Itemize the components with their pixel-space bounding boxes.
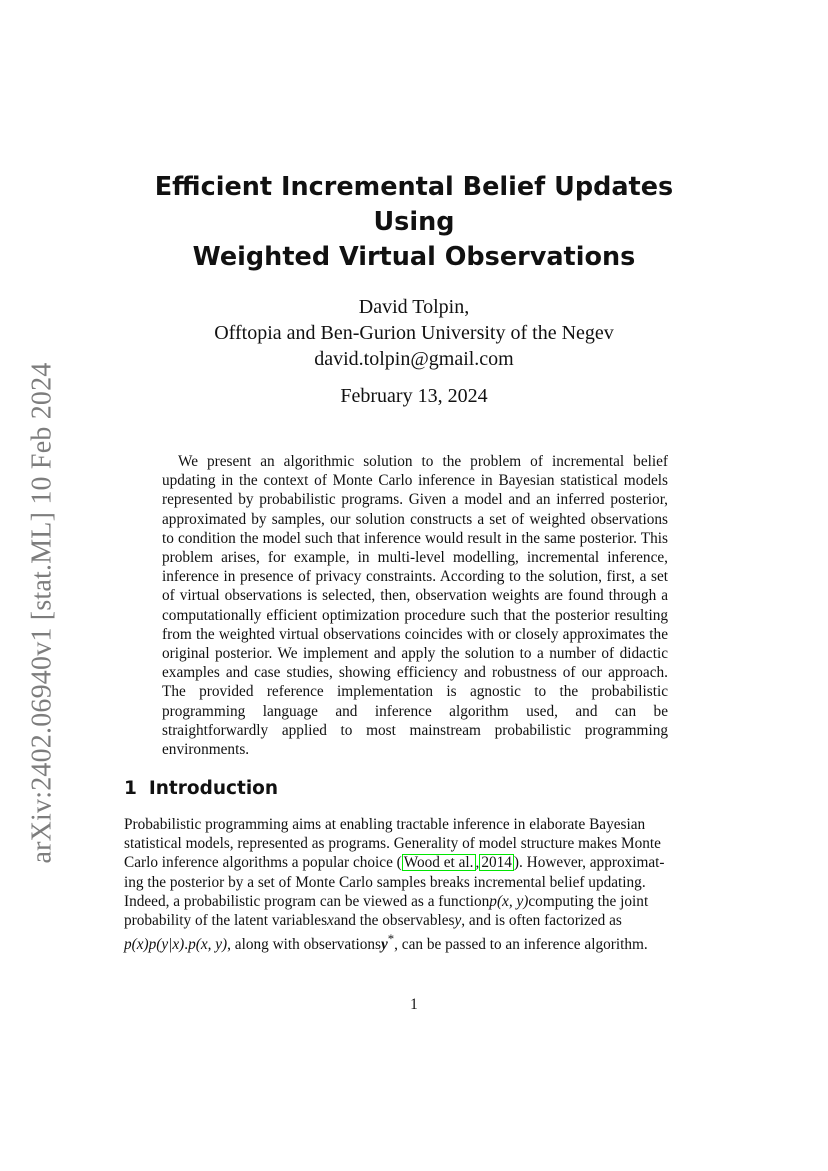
title-line-2: Using: [373, 207, 455, 237]
citation-link-author[interactable]: Wood et al.: [403, 854, 474, 872]
abstract: [162, 452, 668, 759]
math-factorization: p(x)p(y|x): [124, 936, 185, 954]
intro-line-1: [124, 815, 704, 834]
intro-text: ). However, approximat-: [513, 854, 665, 872]
intro-text: .: [184, 936, 189, 954]
intro-line-6: [124, 911, 704, 930]
intro-text: computing the joint: [528, 892, 649, 910]
section-title: Introduction: [148, 778, 279, 799]
intro-text: and the observables: [333, 912, 455, 930]
intro-line-7: [124, 930, 704, 954]
intro-line-4: [124, 873, 704, 892]
intro-text: Indeed, a probabilistic program can be viewed as a function: [124, 892, 490, 910]
intro-text: , along with observations: [227, 936, 381, 954]
intro-line-2: [124, 834, 704, 853]
author-name: David Tolpin,: [358, 296, 470, 318]
intro-text: probability of the latent variables: [124, 912, 328, 930]
author-affiliation: Offtopia and Ben-Gurion University of the Negev: [214, 322, 614, 344]
abstract-text: We present an algorithmic solution to the problem of incremental belief updating in the context of Monte Carlo inference in Bayesian statistical models represented by probabilistic programs. Given a model and an inferred posterior, approximated by samples, our solution constructs a set of weighted observations to condition the model such that inference would result in the same posterior. This problem arises, for example, in multi-level modelling, incremental inference, inference in presence of privacy constraints. According to the solution, first, a set of virtual observations is selected, then, observation weights are found through a computationally efficient optimization procedure such that the posterior resulting from the weighted virtual observations coincides with or closely approximates the original posterior. We implement and apply the solution to a number of didactic examples and case studies, showing efficiency and robustness of our approach. The provided reference implementation is agnostic to the probabilistic programming language and inference algorithm used, and can be straightforwardly applied to most mainstream probabilistic programming environments.: [162, 453, 668, 759]
math-joint-probability: p(x, y): [188, 936, 228, 954]
introduction-paragraph: [124, 815, 704, 955]
arxiv-identifier-text: arXiv:2402.06940v1 [stat.ML] 10 Feb 2024: [27, 361, 58, 864]
math-latent-variable: x: [327, 912, 334, 930]
section-heading-introduction: [124, 777, 704, 801]
math-observable-variable: y: [454, 912, 462, 930]
intro-text: ,: [475, 854, 480, 872]
publication-date: February 13, 2024: [340, 385, 488, 407]
intro-line-5: [124, 892, 704, 911]
author-email: david.tolpin@gmail.com: [314, 348, 514, 370]
math-observations: y: [380, 936, 388, 954]
page-number: 1: [410, 996, 418, 1013]
math-joint-probability: p(x, y): [489, 892, 529, 910]
intro-text: Probabilistic programming aims at enabling tractable inference in elaborate Bayesian: [124, 816, 646, 833]
math-observations-superscript: *: [387, 932, 395, 947]
intro-line-3: [124, 853, 704, 872]
title-line-3: Weighted Virtual Observations: [192, 242, 636, 272]
intro-text: , can be passed to an inference algorithm.: [394, 936, 648, 954]
paper-title: [120, 170, 708, 275]
intro-text: Carlo inference algorithms a popular choice (: [124, 854, 402, 872]
author-block: [120, 294, 708, 372]
title-line-1: Efficient Incremental Belief Updates: [154, 172, 674, 202]
intro-text: , and is often factorized as: [461, 912, 622, 930]
section-number: 1: [124, 778, 137, 799]
arxiv-identifier-stamp: [18, 360, 68, 865]
citation-link-year[interactable]: 2014: [481, 854, 512, 872]
intro-text: ing the posterior by a set of Monte Carlo samples breaks incremental belief updating.: [124, 873, 646, 891]
intro-text: statistical models, represented as programs. Generality of model structure makes Monte: [124, 835, 661, 853]
